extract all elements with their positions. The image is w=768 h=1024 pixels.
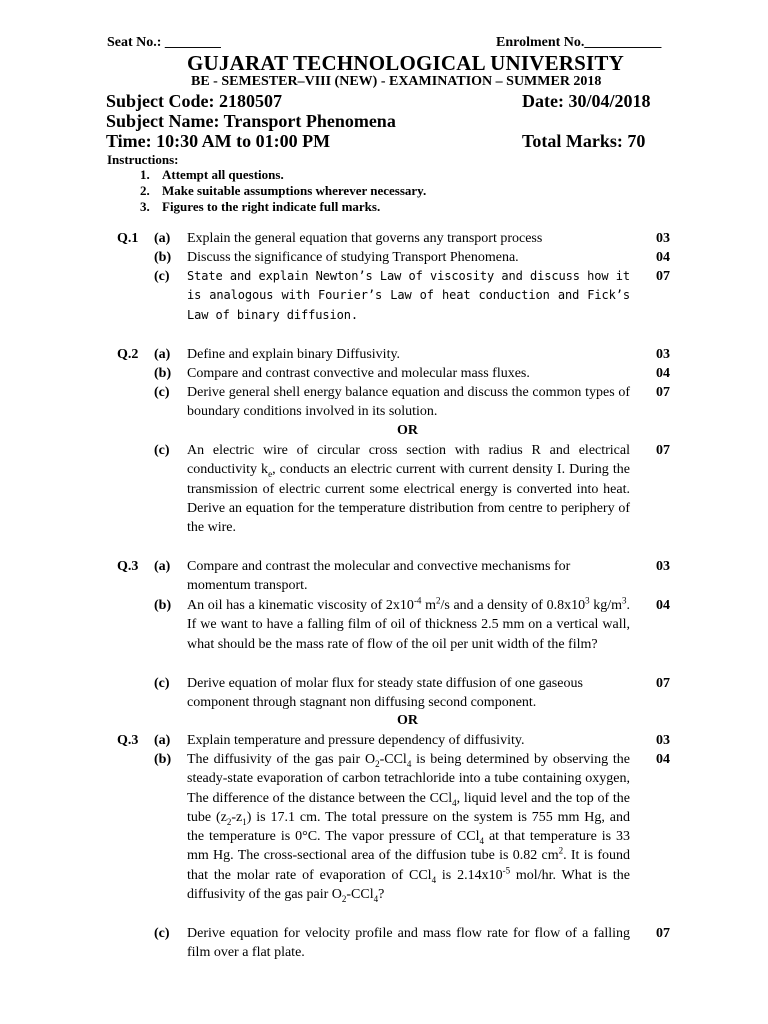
subscript: e <box>268 469 273 480</box>
text-run: -CCl <box>346 887 374 903</box>
subscript: 4 <box>406 758 412 769</box>
subscript: 1 <box>242 816 247 827</box>
text-run: . If we want to have a falling film of oil of thickness 2.5 mm on a vertical wall, what should be the mass rate of flow of the oil per unit width of the film? <box>187 598 631 652</box>
subpart-label: (b) <box>154 752 172 767</box>
superscript: 2 <box>435 595 441 606</box>
question-text: Derive general shell energy balance equation and discuss the common types of boundary conditions involved in its solution. <box>187 385 630 420</box>
or-separator: OR <box>397 713 418 728</box>
subscript: 2 <box>226 816 232 827</box>
marks: 03 <box>656 733 670 748</box>
subpart-label: (b) <box>154 366 172 381</box>
question-text <box>187 596 630 654</box>
instructions-title: Instructions: <box>107 152 179 167</box>
marks: 03 <box>656 231 670 246</box>
question-label: Q.3 <box>117 559 139 574</box>
question-text <box>187 441 630 537</box>
marks: 07 <box>656 926 670 941</box>
subscript: 2 <box>341 893 347 904</box>
marks: 04 <box>656 366 670 381</box>
superscript: -4 <box>413 595 422 606</box>
text-run: An electric wire of circular cross section with radius R and electrical conductivity k <box>187 443 630 478</box>
subpart-label: (c) <box>154 443 170 458</box>
question-label: Q.3 <box>117 733 139 748</box>
text-run: at that temperature is 33 mm Hg. The cross-sectional area of the diffusion tube is 0.82 cm <box>187 829 630 864</box>
subpart-label: (c) <box>154 385 170 400</box>
question-text: Derive equation of molar flux for steady state diffusion of one gaseous component through stagnant non diffusing second component. <box>187 676 583 711</box>
subpart-label: (c) <box>154 926 170 941</box>
subpart-label: (a) <box>154 231 171 246</box>
question-text: Define and explain binary Diffusivity. <box>187 347 401 362</box>
question-label: Q.2 <box>117 347 139 362</box>
text-run: , liquid level and the top of the tube (z <box>187 790 630 825</box>
subscript: 2 <box>375 758 380 769</box>
subpart-label: (c) <box>154 676 170 691</box>
text-run: m <box>421 598 436 613</box>
text-run: is being determined by observing the steady-state evaporation of carbon tetrachloride into a tube containing oxygen, The difference of the distance between the CCl <box>187 752 630 806</box>
text-run: mol/hr. What is the diffusivity of the gas pair O <box>187 867 630 903</box>
text-run: kg/m <box>589 598 623 613</box>
subpart-label: (c) <box>154 269 170 284</box>
marks: 04 <box>656 250 670 265</box>
text-run: /s and a density of 0.8x10 <box>440 598 586 613</box>
question-text: State and explain Newton’s Law of viscosity and discuss how it is analogous with Fourier’s Law of heat conduction and Fick’s Law of binary diffusion. <box>187 269 630 322</box>
text-run: -z <box>231 809 243 825</box>
marks: 03 <box>656 559 670 574</box>
subpart-label: (a) <box>154 559 171 574</box>
or-separator: OR <box>397 423 418 438</box>
marks: 07 <box>656 676 670 691</box>
marks: 03 <box>656 347 670 362</box>
superscript: 2 <box>558 845 564 856</box>
instruction-number: 3. <box>140 199 150 214</box>
marks: 04 <box>656 752 670 767</box>
text-run: ) is 17.1 cm. The total pressure on the system is 755 mm Hg, and the temperature is 0°C. The vapor pressure of CCl <box>187 809 630 845</box>
exam-time: Time: 10:30 AM to 01:00 PM <box>106 131 331 151</box>
question-text: Derive equation for velocity profile and mass flow rate for flow of a falling film over a flat plate. <box>187 926 630 961</box>
superscript: 3 <box>622 595 627 606</box>
instruction-text: Make suitable assumptions wherever necessary. <box>162 183 427 198</box>
university-name: GUJARAT TECHNOLOGICAL UNIVERSITY <box>187 51 624 75</box>
enrolment-number-label: Enrolment No.___________ <box>496 35 662 50</box>
instruction-text: Figures to the right indicate full marks. <box>162 199 381 214</box>
text-run: An oil has a kinematic viscosity of 2x10 <box>187 598 414 613</box>
subpart-label: (b) <box>154 598 172 613</box>
text-run: ? <box>378 887 385 903</box>
question-text: Explain temperature and pressure dependency of diffusivity. <box>187 733 525 748</box>
subject-name: Subject Name: Transport Phenomena <box>106 111 396 131</box>
subscript: 4 <box>373 893 379 904</box>
subpart-label: (a) <box>154 733 171 748</box>
question-text <box>187 750 630 904</box>
total-marks: Total Marks: 70 <box>522 131 646 151</box>
marks: 07 <box>656 443 670 458</box>
instruction-number: 2. <box>140 183 150 198</box>
subscript: 4 <box>431 874 437 885</box>
subscript: 4 <box>479 835 485 846</box>
instruction-number: 1. <box>140 167 150 182</box>
question-label: Q.1 <box>117 231 139 246</box>
question-text: Compare and contrast the molecular and convective mechanisms for momentum transport. <box>187 559 571 594</box>
exam-line: BE - SEMESTER–VIII (NEW) - EXAMINATION – SUMMER 2018 <box>191 74 602 89</box>
text-run: -CCl <box>379 752 407 767</box>
text-run: is 2.14x10 <box>436 867 503 883</box>
question-text: Discuss the significance of studying Transport Phenomena. <box>187 250 519 265</box>
subpart-label: (b) <box>154 250 172 265</box>
text-run: , conducts an electric current with current density I. During the transmission of electric current some electrical energy is converted into heat. Derive an equation for the temperature distribution from centre to periphery of the wire. <box>187 462 630 536</box>
superscript: 3 <box>585 595 590 606</box>
subpart-label: (a) <box>154 347 171 362</box>
question-text: Compare and contrast convective and molecular mass fluxes. <box>187 366 530 381</box>
exam-date: Date: 30/04/2018 <box>522 91 651 111</box>
instruction-text: Attempt all questions. <box>162 167 284 182</box>
seat-number-label: Seat No.: ________ <box>107 35 221 50</box>
superscript: -5 <box>502 865 511 876</box>
marks: 07 <box>656 385 670 400</box>
subscript: 4 <box>452 797 457 808</box>
marks: 07 <box>656 269 670 284</box>
subject-code: Subject Code: 2180507 <box>106 91 282 111</box>
question-text: Explain the general equation that governs any transport process <box>187 231 543 246</box>
text-run: . It is found that the molar rate of evaporation of CCl <box>187 848 630 883</box>
marks: 04 <box>656 598 670 613</box>
text-run: The diffusivity of the gas pair O <box>187 752 376 767</box>
